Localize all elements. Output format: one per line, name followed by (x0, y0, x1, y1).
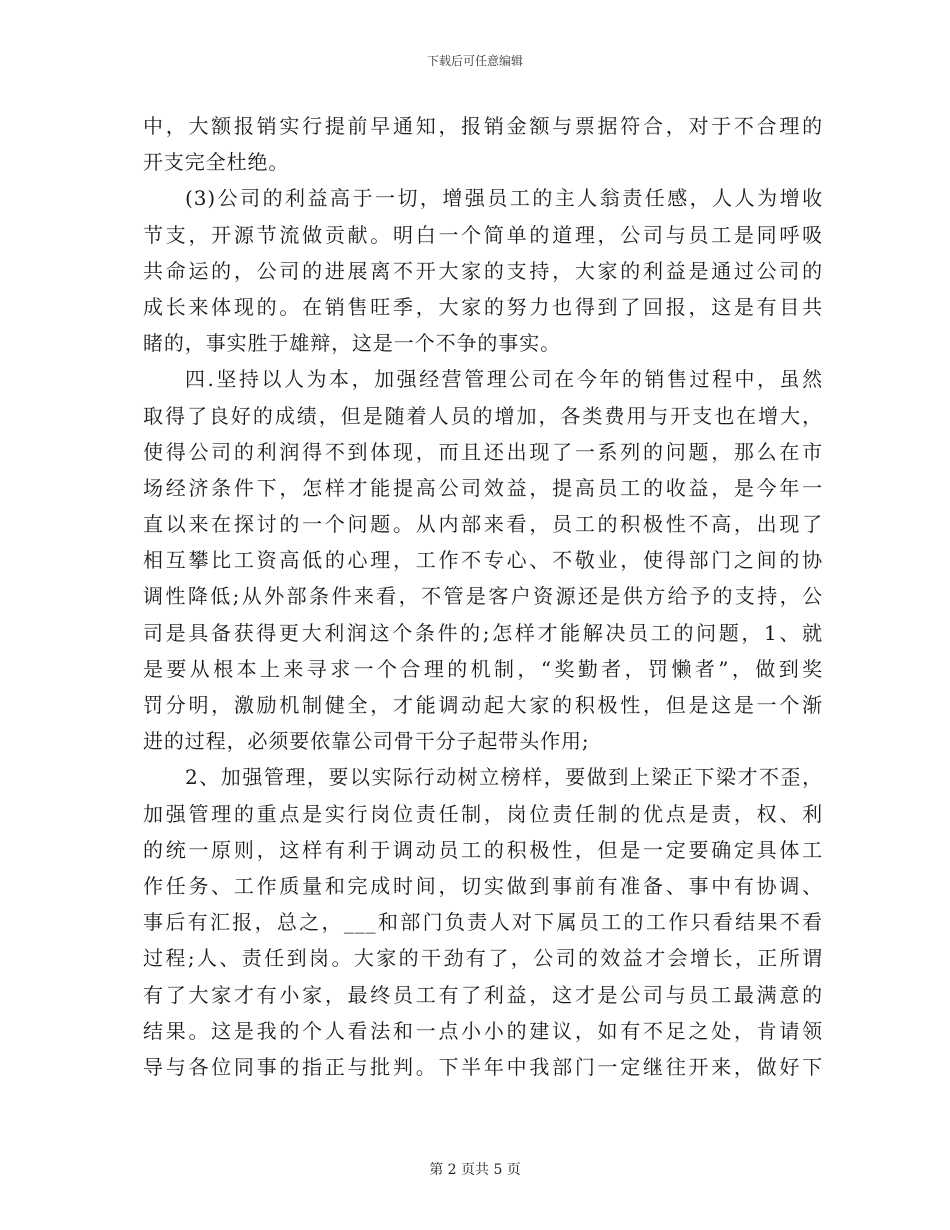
text-line: 罚分明，激励机制健全，才能调动起大家的积极性，但是这是一个渐 (143, 693, 823, 717)
text-line: 过程;人、责任到岗。大家的干劲有了，公司的效益才会增长，正所谓 (143, 946, 823, 971)
text-line: 成长来体现的。在销售旺季，大家的努力也得到了回报，这是有目共 (143, 294, 823, 319)
text-line: 场经济条件下，怎样才能提高公司效益，提高员工的收益，是今年一 (143, 475, 823, 500)
page-footer: 第 2 页共 5 页 (429, 1162, 521, 1178)
text-line: 的统一原则，这样有利于调动员工的积极性，但是一定要确定具体工 (143, 837, 823, 862)
paragraph-start-line: 四.坚持以人为本，加强经营管理公司在今年的销售过程中，虽然 (185, 367, 823, 392)
text-line: 睹的，事实胜于雄辩，这是一个不争的事实。 (143, 331, 561, 356)
text-line: 取得了良好的成绩，但是随着人员的增加，各类费用与开支也在增大， (143, 403, 823, 428)
text-line: 使得公司的利润得不到体现，而且还出现了一系列的问题，那么在市 (143, 439, 823, 464)
text-line: 开支完全杜绝。 (143, 150, 290, 175)
paragraph-start-line: (3)公司的利益高于一切，增强员工的主人翁责任感，人人为增收 (185, 186, 823, 211)
text-line: 事后有汇报，总之，___和部门负责人对下属员工的工作只看结果不看 (143, 910, 823, 935)
text-line: 作任务、工作质量和完成时间，切实做到事前有准备、事中有协调、 (143, 873, 823, 898)
text-line: 节支，开源节流做贡献。明白一个简单的道理，公司与员工是同呼吸 (143, 222, 823, 247)
text-line: 结果。这是我的个人看法和一点小小的建议，如有不足之处，肯请领 (143, 1018, 823, 1043)
text-line: 中，大额报销实行提前早通知，报销金额与票据符合，对于不合理的 (143, 114, 823, 138)
text-line: 进的过程，必须要依靠公司骨干分子起带头作用; (143, 729, 590, 754)
text-line: 有了大家才有小家，最终员工有了利益，这才是公司与员工最满意的 (143, 982, 823, 1007)
text-line: 导与各位同事的指正与批判。下半年中我部门一定继往开来，做好下 (143, 1054, 823, 1079)
text-line: 是要从根本上来寻求一个合理的机制，“奖勤者，罚懒者”，做到奖 (143, 656, 823, 681)
document-body (143, 108, 823, 1085)
text-line: 调性降低;从外部条件来看，不管是客户资源还是供方给予的支持，公 (143, 584, 823, 609)
text-line: 共命运的，公司的进展离不开大家的支持，大家的利益是通过公司的 (143, 258, 823, 283)
page-header: 下载后可任意编辑 (426, 54, 523, 68)
text-line: 直以来在探讨的一个问题。从内部来看，员工的积极性不高，出现了 (143, 512, 823, 537)
text-line: 相互攀比工资高低的心理，工作不专心、不敬业，使得部门之间的协 (143, 548, 823, 573)
text-line: 加强管理的重点是实行岗位责任制，岗位责任制的优点是责，权、利 (143, 801, 823, 826)
text-line: 司是具备获得更大利润这个条件的;怎样才能解决员工的问题，1、就 (143, 620, 823, 645)
paragraph-start-line: 2、加强管理，要以实际行动树立榜样，要做到上梁正下梁才不歪， (185, 765, 823, 790)
